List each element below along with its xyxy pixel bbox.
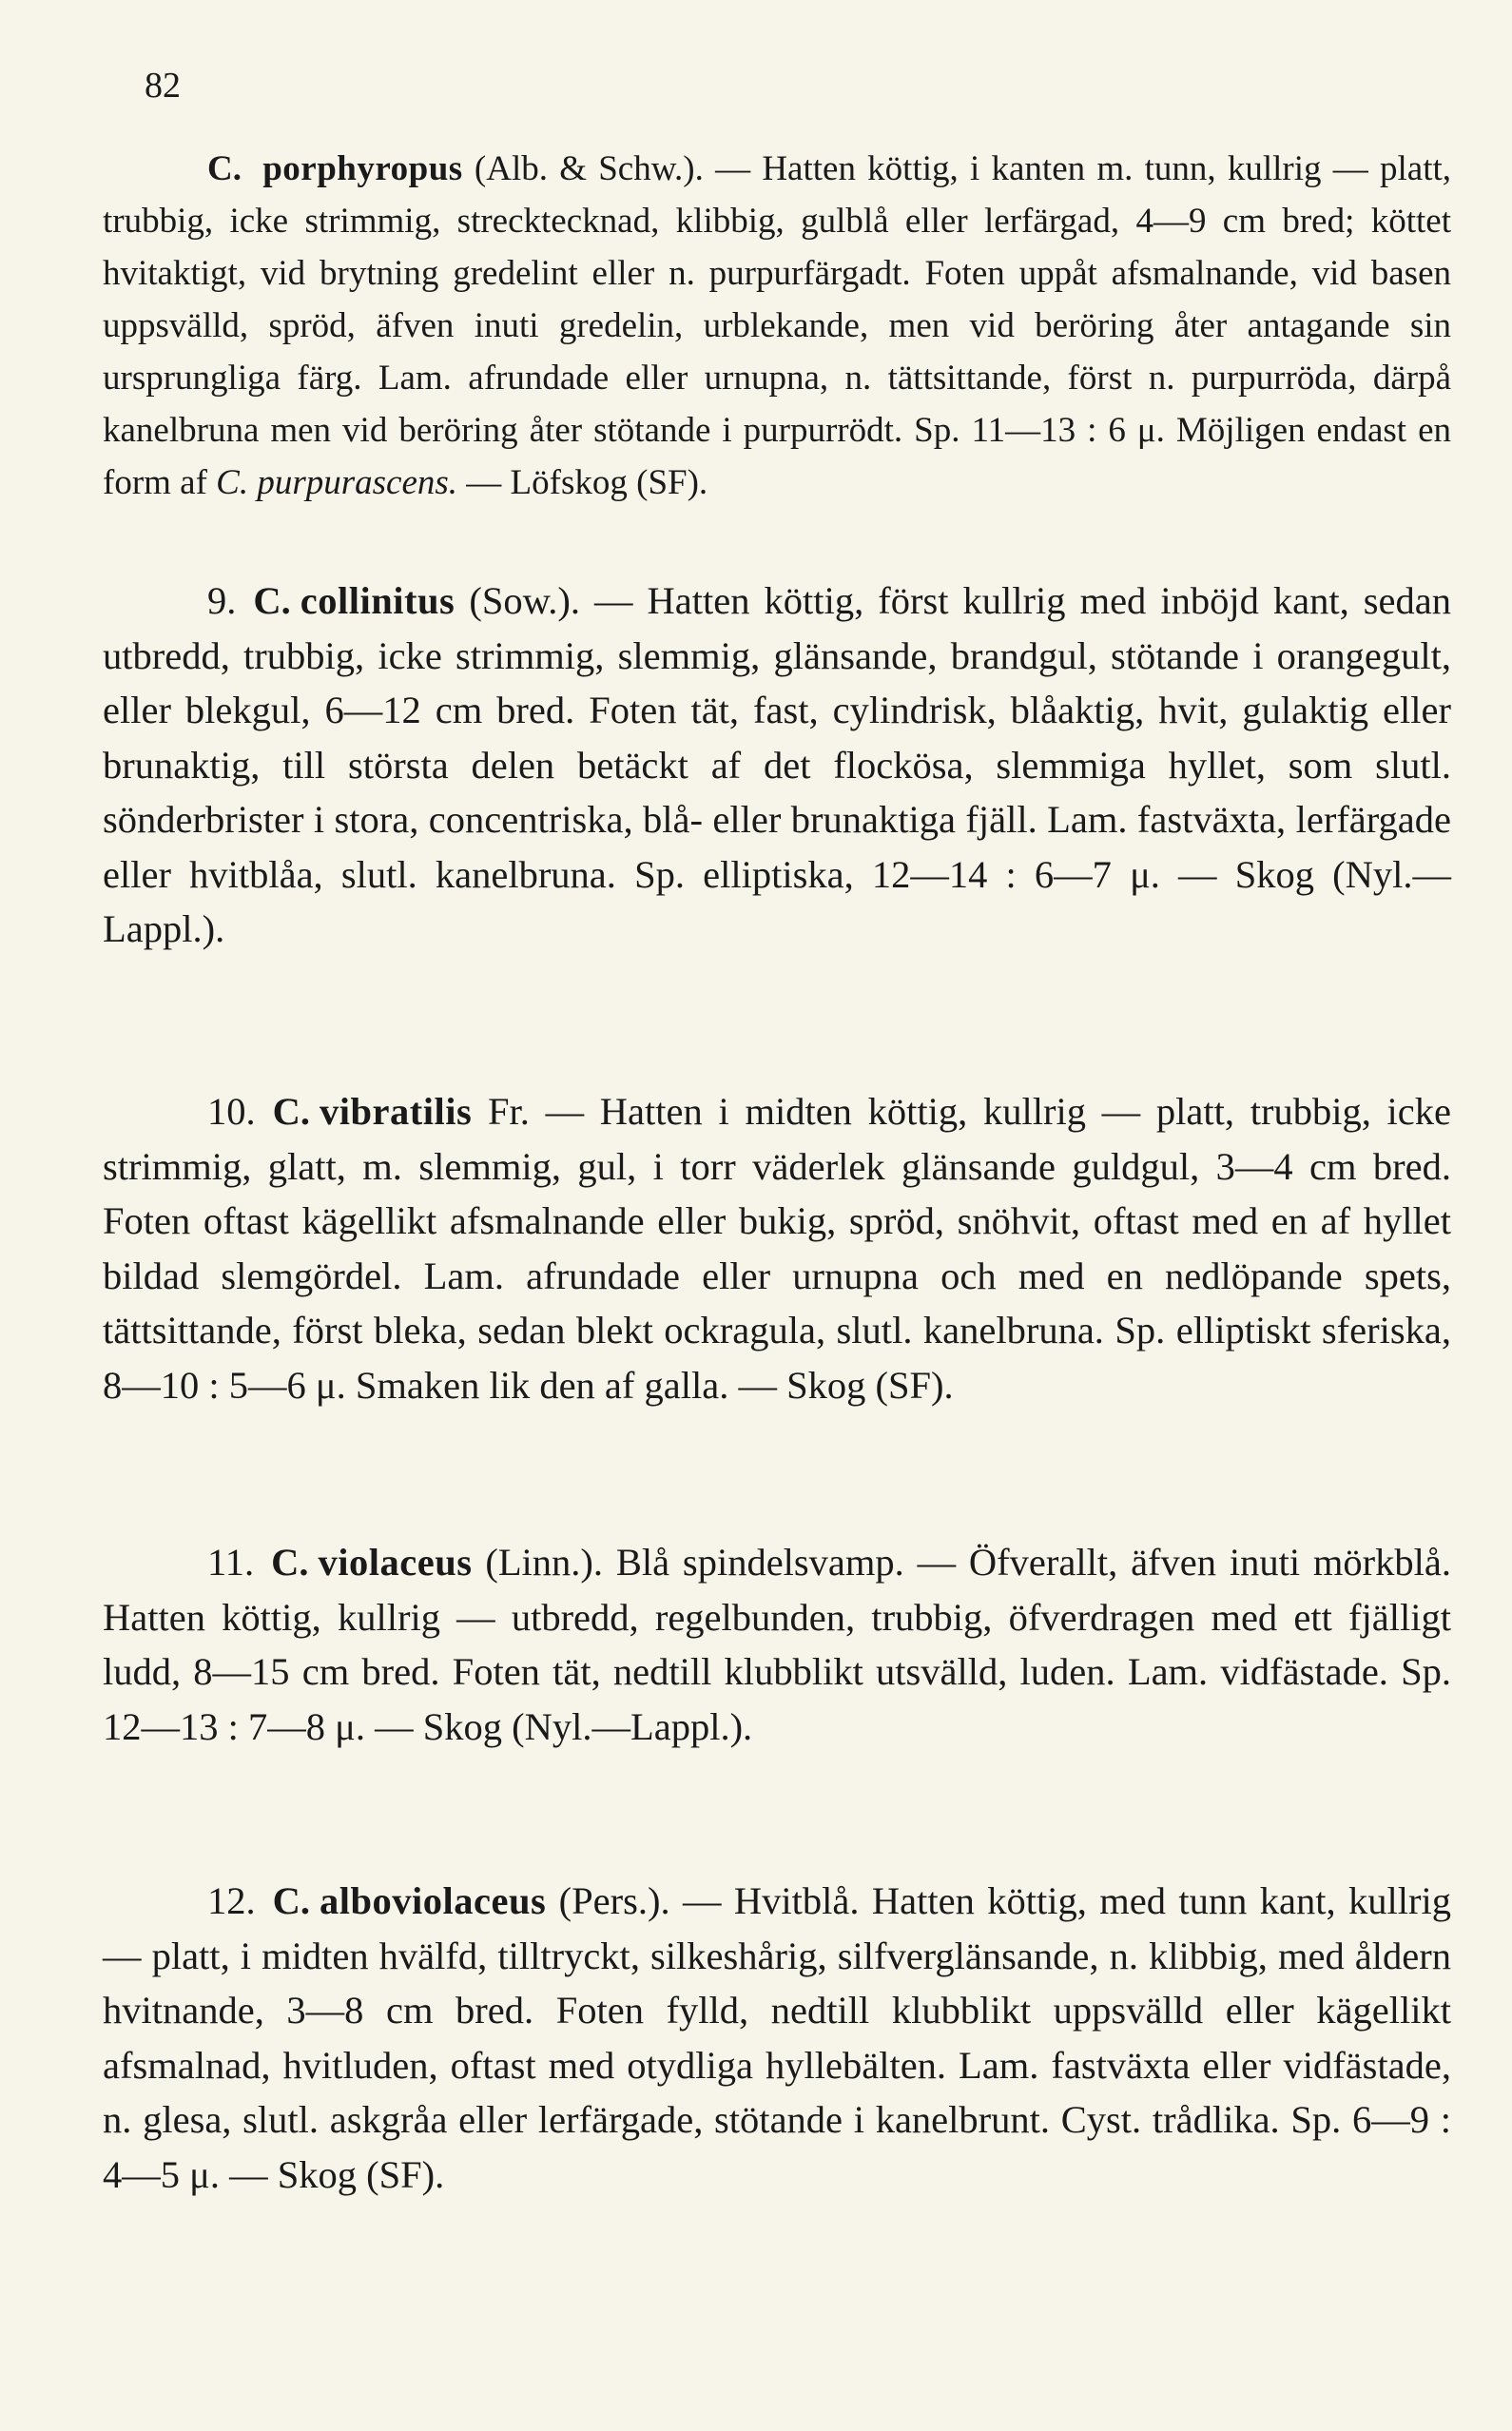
species-entry-porphyropus: [103, 143, 1451, 509]
entry-number: 11.: [207, 1541, 255, 1584]
entry-text: (Pers.). — Hvitblå. Hatten köttig, med tunn kant, kullrig — platt, i midten hvälfd, tilltryckt, silkeshårig, silfverglänsande, n. klibbig, med åldern hvitnande, 3—8 cm bred. Foten fylld, nedtill klubblikt uppsvälld eller kägellikt afsmalnad, hvitluden, oftast med otydliga hyllebälten. Lam. fastväxta eller vidfästade, n. glesa, slutl. askgråa eller lerfärgade, stötande i kanelbrunt. Cyst. trådlika. Sp. 6—9 : 4—5 μ. — Skog (SF).: [103, 1879, 1451, 2196]
page-number: 82: [145, 66, 181, 106]
genus-abbrev: C.: [272, 1879, 310, 1922]
entry-number: 10.: [207, 1090, 256, 1133]
species-name: violaceus: [318, 1541, 473, 1584]
entry-text: (Sow.). — Hatten köttig, först kullrig med inböjd kant, sedan utbredd, trubbig, icke strimmig, slemmig, glänsande, brandgul, stötande i orangegult, eller blekgul, 6—12 cm bred. Foten tät, fast, cylindrisk, blåaktig, hvit, gulaktig eller brunaktig, till största delen betäckt af det flockösa, slemmiga hyllet, som slutl. sönderbrister i stora, concentriska, blå- eller brunaktiga fjäll. Lam. fastväxta, lerfärgade eller hvitblåa, slutl. kanelbruna. Sp. elliptiska, 12—14 : 6—7 μ. — Skog (Nyl.—Lappl.).: [103, 579, 1452, 950]
entry-paragraph: [103, 1084, 1451, 1412]
species-entry-alboviolaceus: [103, 1874, 1451, 2202]
species-name: vibratilis: [320, 1090, 473, 1133]
habitat-text: — Löfskog (SF).: [466, 463, 708, 502]
entry-paragraph: [103, 1874, 1451, 2202]
entry-paragraph: [103, 143, 1451, 509]
species-reference: C. purpurascens.: [216, 463, 458, 502]
entry-paragraph: [103, 1535, 1451, 1754]
species-entry-collinitus: [103, 574, 1451, 957]
species-name: alboviolaceus: [320, 1879, 547, 1922]
genus-abbrev: C.: [207, 149, 242, 188]
entry-paragraph: [103, 574, 1451, 957]
entry-number: 12.: [207, 1879, 256, 1922]
entry-number: 9.: [207, 579, 237, 622]
species-name: porphyropus: [262, 149, 463, 188]
genus-abbrev: C.: [271, 1541, 309, 1584]
entry-text: (Alb. & Schw.). — Hatten köttig, i kanten m. tunn, kullrig — platt, trubbig, icke strimmig, strecktecknad, klibbig, gulblå eller lerfärgad, 4—9 cm bred; köttet hvitaktigt, vid brytning gredelint eller n. purpurfärgadt. Foten uppåt afsmalnande, vid basen uppsvälld, spröd, äfven inuti gredelin, urblekande, men vid beröring åter antagande sin ursprungliga färg. Lam. afrundade eller urnupna, n. tättsittande, först n. purpurröda, därpå kanelbruna men vid beröring åter stötande i purpurrödt. Sp. 11—13 : 6 μ. Möjligen endast en form af: [103, 149, 1452, 502]
species-entry-vibratilis: [103, 1084, 1451, 1412]
species-entry-violaceus: [103, 1535, 1451, 1754]
genus-abbrev: C.: [272, 1090, 310, 1133]
genus-abbrev: C.: [253, 579, 291, 622]
entry-text: (Linn.). Blå spindelsvamp. — Öfverallt, äfven inuti mörkblå. Hatten köttig, kullrig — utbredd, regelbunden, trubbig, öfverdragen med ett fjälligt ludd, 8—15 cm bred. Foten tät, nedtill klubblikt utsvälld, luden. Lam. vidfästade. Sp. 12—13 : 7—8 μ. — Skog (Nyl.—Lappl.).: [103, 1541, 1452, 1748]
entry-text: Fr. — Hatten i midten köttig, kullrig — platt, trubbig, icke strimmig, glatt, m. slemmig, gul, i torr väderlek glänsande guldgul, 3—4 cm bred. Foten oftast kägellikt afsmalnande eller bukig, spröd, snöhvit, oftast med en af hyllet bildad slemgördel. Lam. afrundade eller urnupna och med en nedlöpande spets, tättsittande, först bleka, sedan blekt ockragula, slutl. kanelbruna. Sp. elliptiskt sferiska, 8—10 : 5—6 μ. Smaken lik den af galla. — Skog (SF).: [103, 1090, 1451, 1407]
species-name: collinitus: [300, 579, 456, 622]
